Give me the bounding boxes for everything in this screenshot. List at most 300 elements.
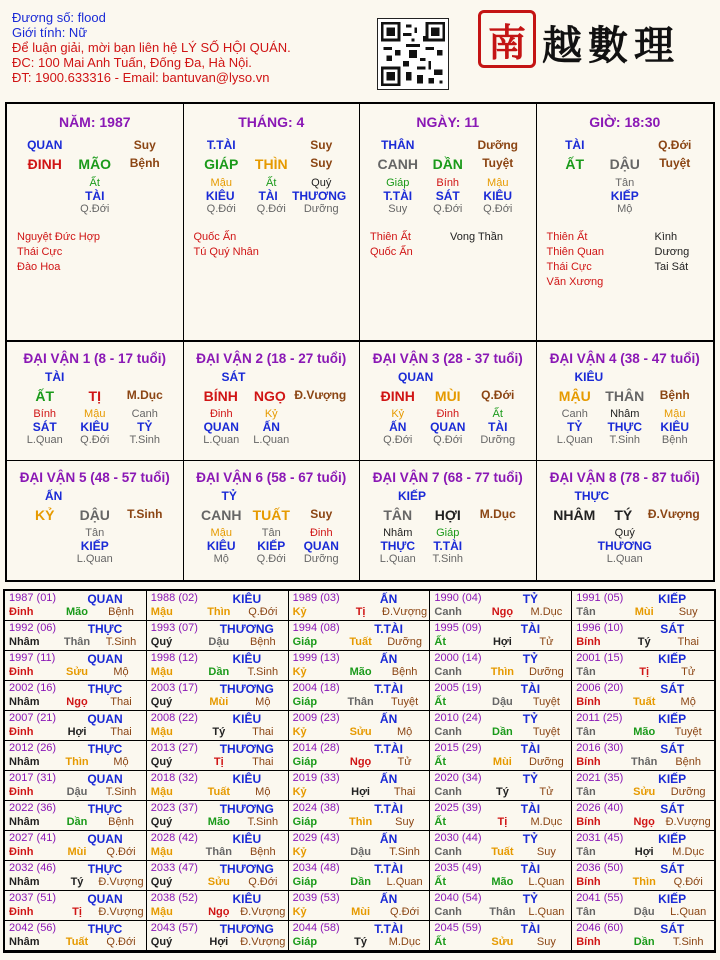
- year-cell: [289, 921, 431, 951]
- year-stem: Canh: [434, 666, 462, 678]
- year-cell: [572, 921, 714, 951]
- dai-van-hidden-cell: SÁT: [32, 420, 57, 434]
- dai-van-star: THỰC: [574, 489, 610, 503]
- year-stage: Tuyệt: [391, 696, 419, 708]
- year-branch: Mùi: [67, 846, 87, 858]
- year-branch: Tị: [355, 606, 366, 618]
- pillar-hidden-cell: [650, 189, 700, 203]
- pillar-main-row: [550, 156, 700, 172]
- dai-van-hidden-cell: [650, 553, 700, 565]
- dai-van-cell: [360, 342, 537, 461]
- year-star: TÀI: [520, 802, 541, 816]
- dai-van-main-cell: Đ.Vượng: [647, 507, 700, 521]
- year-stem: Bính: [576, 636, 601, 648]
- pillar-top-row: [196, 138, 346, 152]
- year-stage: Thai: [252, 756, 274, 768]
- dai-van-star: KIẾP: [398, 489, 427, 503]
- pillar-hidden-cell: Q.Đới: [80, 203, 110, 215]
- year-label: 2003 (17): [150, 682, 198, 694]
- year-stem: Nhâm: [9, 936, 40, 948]
- dai-van-star: QUAN: [398, 370, 434, 384]
- dai-van-hidden-row: [550, 553, 700, 565]
- year-branch: Tuất: [207, 786, 230, 798]
- dai-van-hidden-row: [550, 539, 700, 553]
- year-branch: Hợi: [351, 786, 370, 798]
- year-stem: Ất: [434, 696, 446, 708]
- dai-van-hidden-row: [196, 434, 346, 446]
- pillar-title: GIỜ: 18:30: [589, 114, 661, 130]
- pillar-stars-2: [655, 230, 714, 275]
- year-label: 2012 (26): [9, 742, 57, 754]
- pillar-hidden-cell: Q.Đới: [483, 203, 513, 215]
- year-star: T.TÀI: [374, 682, 403, 696]
- year-star: ẤN: [379, 772, 398, 786]
- year-branch: Hợi: [634, 846, 654, 858]
- pillar-hidden-cell: Ất: [89, 177, 100, 189]
- pillar-top-cell: Suy: [133, 138, 156, 152]
- dai-van-hidden-cell: L.Quan: [76, 553, 113, 565]
- year-stage: Mộ: [255, 786, 271, 798]
- dai-van-hidden-cell: Dưỡng: [303, 553, 339, 565]
- dai-van-hidden-cell: THƯƠNG: [597, 539, 652, 553]
- year-cell: [430, 801, 572, 831]
- dai-van-main-row: [20, 507, 170, 523]
- dai-van-hidden-cell: Mậu: [664, 408, 686, 420]
- year-star: ẤN: [379, 832, 398, 846]
- dai-van-hidden-cell: [120, 527, 170, 539]
- dai-van-main-cell: DẬU: [79, 507, 110, 523]
- dai-van-hidden-cell: [652, 539, 700, 553]
- year-stem: Bính: [576, 876, 601, 888]
- year-branch: Dậu: [633, 906, 655, 918]
- year-stage: Q.Đới: [248, 876, 278, 888]
- dai-van-hidden-cell: Nhâm: [383, 527, 413, 539]
- year-stage: Đ.Vượng: [98, 906, 144, 918]
- year-cell: [430, 651, 572, 681]
- year-star: TỶ: [522, 592, 539, 606]
- dai-van-main-cell: NGỌ: [253, 388, 286, 404]
- year-stem: Canh: [434, 786, 462, 798]
- year-stage: L.Quan: [670, 906, 707, 918]
- dai-van-hidden-cell: TÀI: [488, 420, 508, 434]
- year-cell: [289, 741, 431, 771]
- year-stage: Dưỡng: [670, 786, 706, 798]
- dai-van-hidden-cell: L.Quan: [203, 434, 240, 446]
- year-branch: Thìn: [207, 606, 231, 618]
- star-item: Tai Sát: [654, 261, 689, 273]
- year-stem: Giáp: [292, 756, 318, 768]
- dai-van-hidden-row: [20, 420, 170, 434]
- pillar-top-cell: QUAN: [27, 138, 63, 152]
- dai-van-title: ĐẠI VẬN 1 (8 - 17 tuổi): [23, 351, 166, 366]
- logo-text: 越數理: [542, 22, 680, 69]
- year-stem: Mậu: [150, 846, 173, 858]
- pillar-hidden-row: [20, 203, 170, 215]
- pillar-hidden-row: [196, 203, 346, 215]
- dai-van-hidden-cell: Q.Đới: [383, 434, 413, 446]
- year-stem: Giáp: [292, 876, 318, 888]
- year-branch: Mùi: [634, 606, 654, 618]
- year-label: 2008 (22): [150, 712, 198, 724]
- dai-van-main-cell: M.Dục: [479, 507, 516, 521]
- year-star: THỰC: [87, 682, 123, 696]
- year-cell: [430, 741, 572, 771]
- year-stage: T.Sinh: [389, 846, 420, 858]
- year-branch: Sửu: [65, 666, 89, 678]
- year-stage: Tử: [681, 666, 696, 678]
- dai-van-hidden-row: [20, 434, 170, 446]
- year-star: THỰC: [87, 742, 123, 756]
- star-item: Quốc Ấn: [370, 246, 413, 258]
- year-star: SÁT: [660, 862, 685, 876]
- year-branch: Hợi: [67, 726, 87, 738]
- year-stage: Bệnh: [249, 636, 276, 648]
- year-branch: Ngọ: [349, 756, 372, 768]
- pillar-top-cell: [423, 138, 473, 152]
- year-branch: Thìn: [348, 816, 373, 828]
- dai-van-hidden-cell: L.Quan: [556, 434, 593, 446]
- pillar-cell: [7, 104, 184, 340]
- address-line: ĐC: 100 Mai Anh Tuấn, Đống Đa, Hà Nội.: [12, 55, 252, 70]
- year-star: THƯƠNG: [219, 682, 274, 696]
- header-info: [12, 10, 291, 85]
- year-stage: Mộ: [255, 696, 271, 708]
- year-cell: [572, 891, 714, 921]
- dai-van-hidden-row: [550, 434, 700, 446]
- year-branch: Hợi: [209, 936, 229, 948]
- dai-van-hidden-cell: T.Sinh: [432, 553, 464, 565]
- pillar-stars: [194, 230, 259, 260]
- year-stage: M.Dục: [672, 846, 705, 858]
- year-stage: Mộ: [680, 696, 696, 708]
- year-cell: [147, 771, 289, 801]
- year-star: QUAN: [87, 592, 123, 606]
- qr-code-icon[interactable]: [377, 18, 449, 90]
- dai-van-star: TỶ: [221, 489, 237, 503]
- dai-van-main-cell: T.Sinh: [127, 507, 163, 521]
- dai-van-hidden-cell: [120, 539, 170, 553]
- dai-van-hidden-row: [20, 408, 170, 420]
- dai-van-hidden-row: [196, 527, 346, 539]
- dai-van-title: ĐẠI VẬN 4 (38 - 47 tuổi): [549, 351, 700, 366]
- year-label: 2019 (33): [292, 772, 340, 784]
- pillar-hidden-cell: Q.Đới: [256, 203, 286, 215]
- pillar-hidden-row: [373, 203, 523, 215]
- dai-van-hidden-cell: QUAN: [430, 420, 466, 434]
- dai-van-hidden-cell: TỶ: [567, 420, 583, 434]
- year-branch: Tý: [212, 726, 226, 738]
- dai-van-hidden-cell: T.TÀI: [433, 539, 463, 553]
- year-stem: Kỷ: [292, 786, 307, 798]
- phone-email-line: ĐT: 1900.633316 - Email: bantuvan@lyso.vn: [12, 70, 270, 85]
- pillar-hidden-cell: [20, 203, 70, 215]
- year-branch: Thìn: [490, 666, 514, 678]
- dai-van-hidden-cell: Mậu: [84, 408, 106, 420]
- year-stem: Bính: [576, 816, 601, 828]
- year-stem: Kỷ: [292, 606, 307, 618]
- dai-van-hidden-row: [373, 527, 523, 539]
- pillar-hidden-cell: TÀI: [258, 189, 278, 203]
- year-stem: Đinh: [9, 726, 34, 738]
- year-stem: Tân: [576, 606, 596, 618]
- dai-van-hidden-cell: ẤN: [262, 420, 280, 434]
- year-label: 2023 (37): [150, 802, 198, 814]
- dai-van-hidden-cell: Canh: [131, 408, 158, 420]
- year-stem: Đinh: [9, 606, 34, 618]
- dai-van-star: KIÊU: [574, 370, 604, 384]
- dai-van-title: ĐẠI VẬN 5 (48 - 57 tuổi): [19, 470, 170, 485]
- logo: [478, 10, 708, 72]
- year-label: 2009 (23): [292, 712, 340, 724]
- pillar-top-row: [20, 138, 170, 152]
- dai-van-main-cell: M.Dục: [126, 388, 163, 402]
- pillar-hidden-row: [196, 177, 346, 189]
- year-branch: Tị: [213, 756, 224, 768]
- pillar-hidden-cell: KIÊU: [205, 189, 235, 203]
- year-stage: Đ.Vượng: [98, 876, 144, 888]
- dai-van-cell: [537, 342, 714, 461]
- year-cell: [5, 771, 147, 801]
- year-stage: Đ.Vượng: [382, 606, 428, 618]
- dai-van-main-row: [373, 388, 523, 404]
- year-cell: [572, 651, 714, 681]
- year-star: THƯƠNG: [219, 922, 274, 936]
- pillar-main-cell: ẤT: [565, 156, 585, 172]
- year-star: TÀI: [520, 922, 541, 936]
- dai-van-main-cell: TÂN: [383, 507, 413, 523]
- pillar-main-cell: THÌN: [254, 156, 288, 172]
- dai-van-main-cell: TUẤT: [252, 507, 290, 523]
- dai-van-hidden-cell: QUAN: [303, 539, 339, 553]
- year-stem: Giáp: [292, 696, 318, 708]
- year-branch: Dần: [492, 726, 513, 738]
- year-label: 2011 (25): [576, 712, 623, 724]
- annual-luck-grid: [3, 589, 716, 953]
- year-stage: Thai: [110, 696, 132, 708]
- year-stage: T.Sinh: [247, 816, 279, 828]
- year-label: 2029 (43): [292, 832, 340, 844]
- year-cell: [289, 771, 431, 801]
- year-stage: Q.Đới: [106, 846, 136, 858]
- year-star: QUAN: [87, 772, 123, 786]
- year-stem: Nhâm: [9, 636, 40, 648]
- pillar-top-cell: Suy: [310, 138, 333, 152]
- year-label: 2038 (52): [150, 892, 198, 904]
- year-cell: [147, 801, 289, 831]
- year-branch: Ngọ: [491, 606, 514, 618]
- year-stem: Đinh: [9, 906, 34, 918]
- year-star: THỰC: [87, 862, 123, 876]
- year-cell: [5, 681, 147, 711]
- dai-van-hidden-cell: [473, 539, 523, 553]
- pillar-top-cell: THÂN: [381, 138, 415, 152]
- year-branch: Sửu: [207, 876, 230, 888]
- year-stem: Quý: [150, 876, 173, 888]
- pillar-top-cell: Dưỡng: [477, 138, 519, 152]
- year-label: 2031 (45): [576, 832, 624, 844]
- dai-van-hidden-cell: Đinh: [436, 408, 460, 420]
- year-star: SÁT: [660, 622, 685, 636]
- pillar-stars: [370, 230, 413, 260]
- year-branch: Sửu: [349, 726, 372, 738]
- year-stem: Ất: [434, 816, 446, 828]
- year-label: 2004 (18): [292, 682, 340, 694]
- dai-van-hidden-cell: TỶ: [137, 420, 153, 434]
- dai-van-grid: [5, 342, 715, 582]
- dai-van-hidden-cell: Mộ: [213, 553, 229, 565]
- year-stem: Nhâm: [9, 876, 40, 888]
- year-cell: [572, 771, 714, 801]
- dai-van-hidden-cell: Nhâm: [610, 408, 640, 420]
- year-star: TỶ: [522, 652, 539, 666]
- year-branch: Mùi: [492, 756, 512, 768]
- year-branch: Tị: [72, 906, 82, 918]
- year-star: QUAN: [87, 892, 123, 906]
- dai-van-hidden-cell: Bệnh: [661, 434, 688, 446]
- dai-van-title: ĐẠI VẬN 6 (58 - 67 tuổi): [196, 470, 347, 485]
- dai-van-main-cell: MẬU: [558, 388, 591, 404]
- year-stem: Quý: [150, 756, 173, 768]
- year-label: 2027 (41): [9, 832, 57, 844]
- year-stage: L.Quan: [386, 876, 423, 888]
- year-cell: [289, 681, 431, 711]
- dai-van-main-cell: ĐINH: [380, 388, 415, 404]
- year-stage: Đ.Vượng: [665, 816, 711, 828]
- year-cell: [147, 741, 289, 771]
- year-cell: [147, 831, 289, 861]
- logo-seal: 南: [478, 10, 536, 68]
- pillar-top-row: [373, 138, 523, 152]
- year-stage: Tử: [539, 636, 554, 648]
- year-cell: [572, 861, 714, 891]
- year-cell: [430, 771, 572, 801]
- year-stage: T.Sinh: [672, 936, 704, 948]
- year-cell: [147, 651, 289, 681]
- year-cell: [5, 891, 147, 921]
- year-label: 2010 (24): [434, 712, 482, 724]
- year-stage: Q.Đới: [106, 936, 136, 948]
- year-star: T.TÀI: [374, 862, 403, 876]
- dai-van-hidden-cell: KIÊU: [80, 420, 110, 434]
- dai-van-hidden-cell: [20, 527, 70, 539]
- year-stem: Ất: [434, 756, 446, 768]
- year-stem: Quý: [150, 936, 173, 948]
- pillar-hidden-cell: [120, 203, 170, 215]
- pillar-hidden-cell: [550, 177, 600, 189]
- dai-van-hidden-row: [20, 527, 170, 539]
- year-branch: Ngọ: [66, 696, 88, 708]
- dai-van-hidden-row: [373, 539, 523, 553]
- dai-van-hidden-cell: [550, 539, 598, 553]
- dai-van-hidden-cell: Q.Đới: [80, 434, 110, 446]
- dai-van-hidden-cell: Bính: [33, 408, 57, 420]
- year-cell: [147, 681, 289, 711]
- year-branch: Mão: [633, 726, 656, 738]
- year-label: 2020 (34): [434, 772, 482, 784]
- year-stage: Dưỡng: [529, 666, 564, 678]
- pillar-stars: [547, 230, 604, 290]
- year-label: 2002 (16): [9, 682, 57, 694]
- pillar-main-cell: Tuyệt: [659, 156, 691, 170]
- year-stage: Tử: [397, 756, 412, 768]
- dai-van-hidden-cell: KIẾP: [80, 539, 109, 553]
- year-stage: Thai: [252, 726, 274, 738]
- year-stem: Canh: [434, 726, 462, 738]
- year-stem: Canh: [434, 606, 462, 618]
- dai-van-hidden-cell: Kỷ: [264, 408, 278, 420]
- year-label: 2037 (51): [9, 892, 57, 904]
- year-stage: Thai: [677, 636, 699, 648]
- dai-van-hidden-cell: THỰC: [380, 539, 416, 553]
- year-stage: Dưỡng: [387, 636, 422, 648]
- dai-van-hidden-cell: L.Quan: [26, 434, 63, 446]
- pillar-top-row: [550, 138, 700, 152]
- dai-van-main-cell: ẤT: [35, 388, 55, 404]
- year-star: ẤN: [379, 592, 398, 606]
- pillar-top-cell: T.TÀI: [206, 138, 236, 152]
- year-cell: [289, 861, 431, 891]
- year-stem: Kỷ: [292, 906, 307, 918]
- dai-van-cell: [184, 342, 361, 461]
- pillar-main-cell: CANH: [377, 156, 418, 172]
- year-star: TÀI: [520, 622, 541, 636]
- year-cell: [572, 831, 714, 861]
- dai-van-hidden-cell: [20, 539, 70, 553]
- year-label: 1996 (10): [576, 622, 624, 634]
- year-label: 2028 (42): [150, 832, 198, 844]
- owner-name: Đương số: flood: [12, 10, 106, 25]
- pillar-main-cell: DẦN: [432, 156, 463, 172]
- year-stage: Tuyệt: [532, 696, 560, 708]
- year-cell: [289, 891, 431, 921]
- year-label: 2036 (50): [576, 862, 624, 874]
- year-branch: Tị: [639, 666, 650, 678]
- dai-van-hidden-cell: [473, 527, 523, 539]
- year-stage: Q.Đới: [248, 606, 278, 618]
- year-star: T.TÀI: [374, 622, 403, 636]
- year-branch: Ngọ: [633, 816, 655, 828]
- year-label: 2042 (56): [9, 922, 57, 934]
- year-stage: Đ.Vượng: [240, 906, 286, 918]
- year-cell: [289, 651, 431, 681]
- year-stem: Đinh: [9, 786, 34, 798]
- year-label: 1987 (01): [9, 592, 57, 604]
- year-stage: Bệnh: [675, 756, 702, 768]
- star-item: Thiên Ất: [546, 231, 588, 243]
- year-branch: Thân: [631, 756, 658, 768]
- pillar-hidden-cell: [20, 189, 70, 203]
- pillar-hidden-cell: THƯƠNG: [292, 189, 347, 203]
- pillar-hidden-cell: Dưỡng: [303, 203, 339, 215]
- pillar-hidden-cell: SÁT: [435, 189, 460, 203]
- year-label: 2034 (48): [292, 862, 340, 874]
- dai-van-hidden-cell: [473, 553, 523, 565]
- pillar-main-cell: MÃO: [78, 156, 112, 172]
- year-star: KIẾP: [658, 832, 687, 846]
- pillar-hidden-row: [550, 189, 700, 203]
- year-cell: [5, 591, 147, 621]
- dai-van-main-row: [196, 507, 346, 523]
- pillar-hidden-row: [373, 177, 523, 189]
- dai-van-hidden-cell: THỰC: [607, 420, 643, 434]
- year-cell: [147, 921, 289, 951]
- pillar-hidden-row: [20, 189, 170, 203]
- gender: Giới tính: Nữ: [12, 25, 88, 40]
- year-stem: Kỷ: [292, 846, 307, 858]
- pillar-main-cell: ĐINH: [27, 156, 62, 172]
- year-cell: [5, 711, 147, 741]
- pillar-hidden-cell: Mậu: [210, 177, 232, 189]
